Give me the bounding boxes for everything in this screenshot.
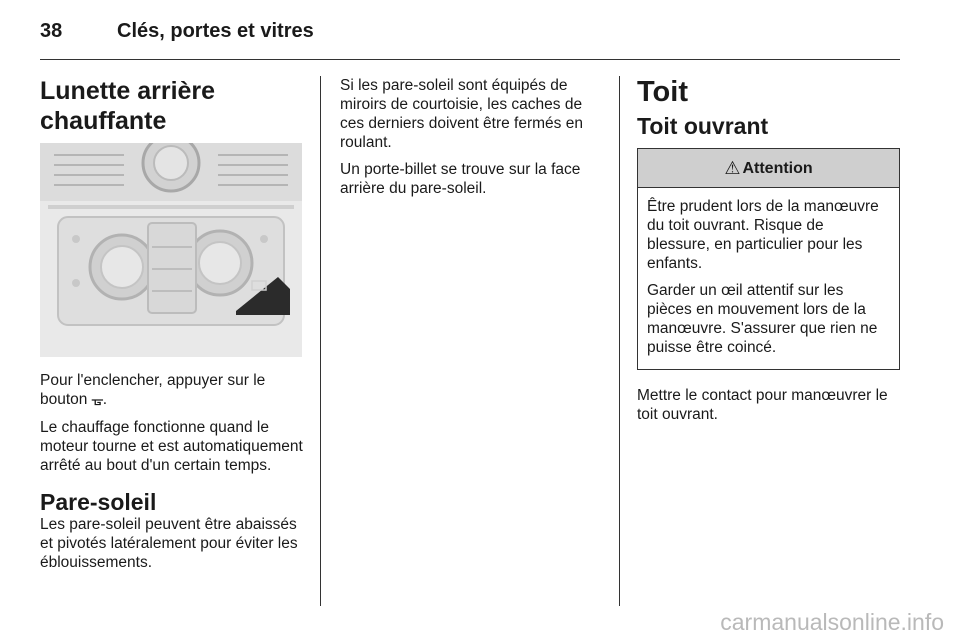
subsection-heading-sunroof: Toit ouvrant: [637, 113, 769, 139]
rear-window-heat-icon: ᚗ: [91, 392, 103, 408]
running-title: Clés, portes et vitres: [117, 20, 314, 42]
warning-title: Attention: [742, 159, 813, 177]
left-column: [40, 76, 304, 580]
section-heading-roof: Toit: [637, 76, 688, 108]
section-heading-sun-visors: Pare-soleil: [40, 489, 157, 515]
warning-paragraph-2: Garder un œil attentif sur les pièces en mouvement lors de la manœuvre. S'assurer que rien ne puisse être coincé.: [647, 282, 878, 356]
warning-body: [638, 188, 899, 369]
paragraph-ignition: Mettre le contact pour manœuvrer le toit ouvrant.: [637, 387, 888, 423]
warning-header: [638, 149, 899, 188]
warning-paragraph-1: Être prudent lors de la manœuvre du toit ouvrant. Risque de blessure, en particulier pour les enfants.: [647, 198, 879, 272]
warning-box: [637, 148, 900, 370]
climate-control-panel-illustration: [40, 143, 302, 357]
middle-column: [340, 76, 604, 206]
page-number: 38: [40, 20, 63, 42]
watermark: carmanualsonline.info: [720, 609, 944, 635]
paragraph-ticket-holder: Un porte-billet se trouve sur la face arrière du pare-soleil.: [340, 161, 581, 197]
paragraph-sun-visors: Les pare-soleil peuvent être abaissés et pivotés latéralement pour éviter les éblouissements.: [40, 516, 298, 571]
paragraph-activate: Pour l'enclencher, appuyer sur le bouton ᚗ.: [40, 372, 266, 408]
header-rule: [40, 59, 900, 60]
column-divider-2: [619, 76, 620, 606]
column-divider-1: [320, 76, 321, 606]
paragraph-heating: Le chauffage fonctionne quand le moteur tourne et est automatiquement arrêté au bout d'un certain temps.: [40, 419, 303, 474]
paragraph-mirrors: Si les pare-soleil sont équipés de miroirs de courtoisie, les caches de ces derniers doivent être fermés en roulant.: [340, 77, 583, 151]
section-heading-rear-window: Lunette arrière chauffante: [40, 77, 216, 135]
warning-triangle-icon: ⚠: [724, 157, 741, 179]
right-column: [637, 76, 900, 432]
